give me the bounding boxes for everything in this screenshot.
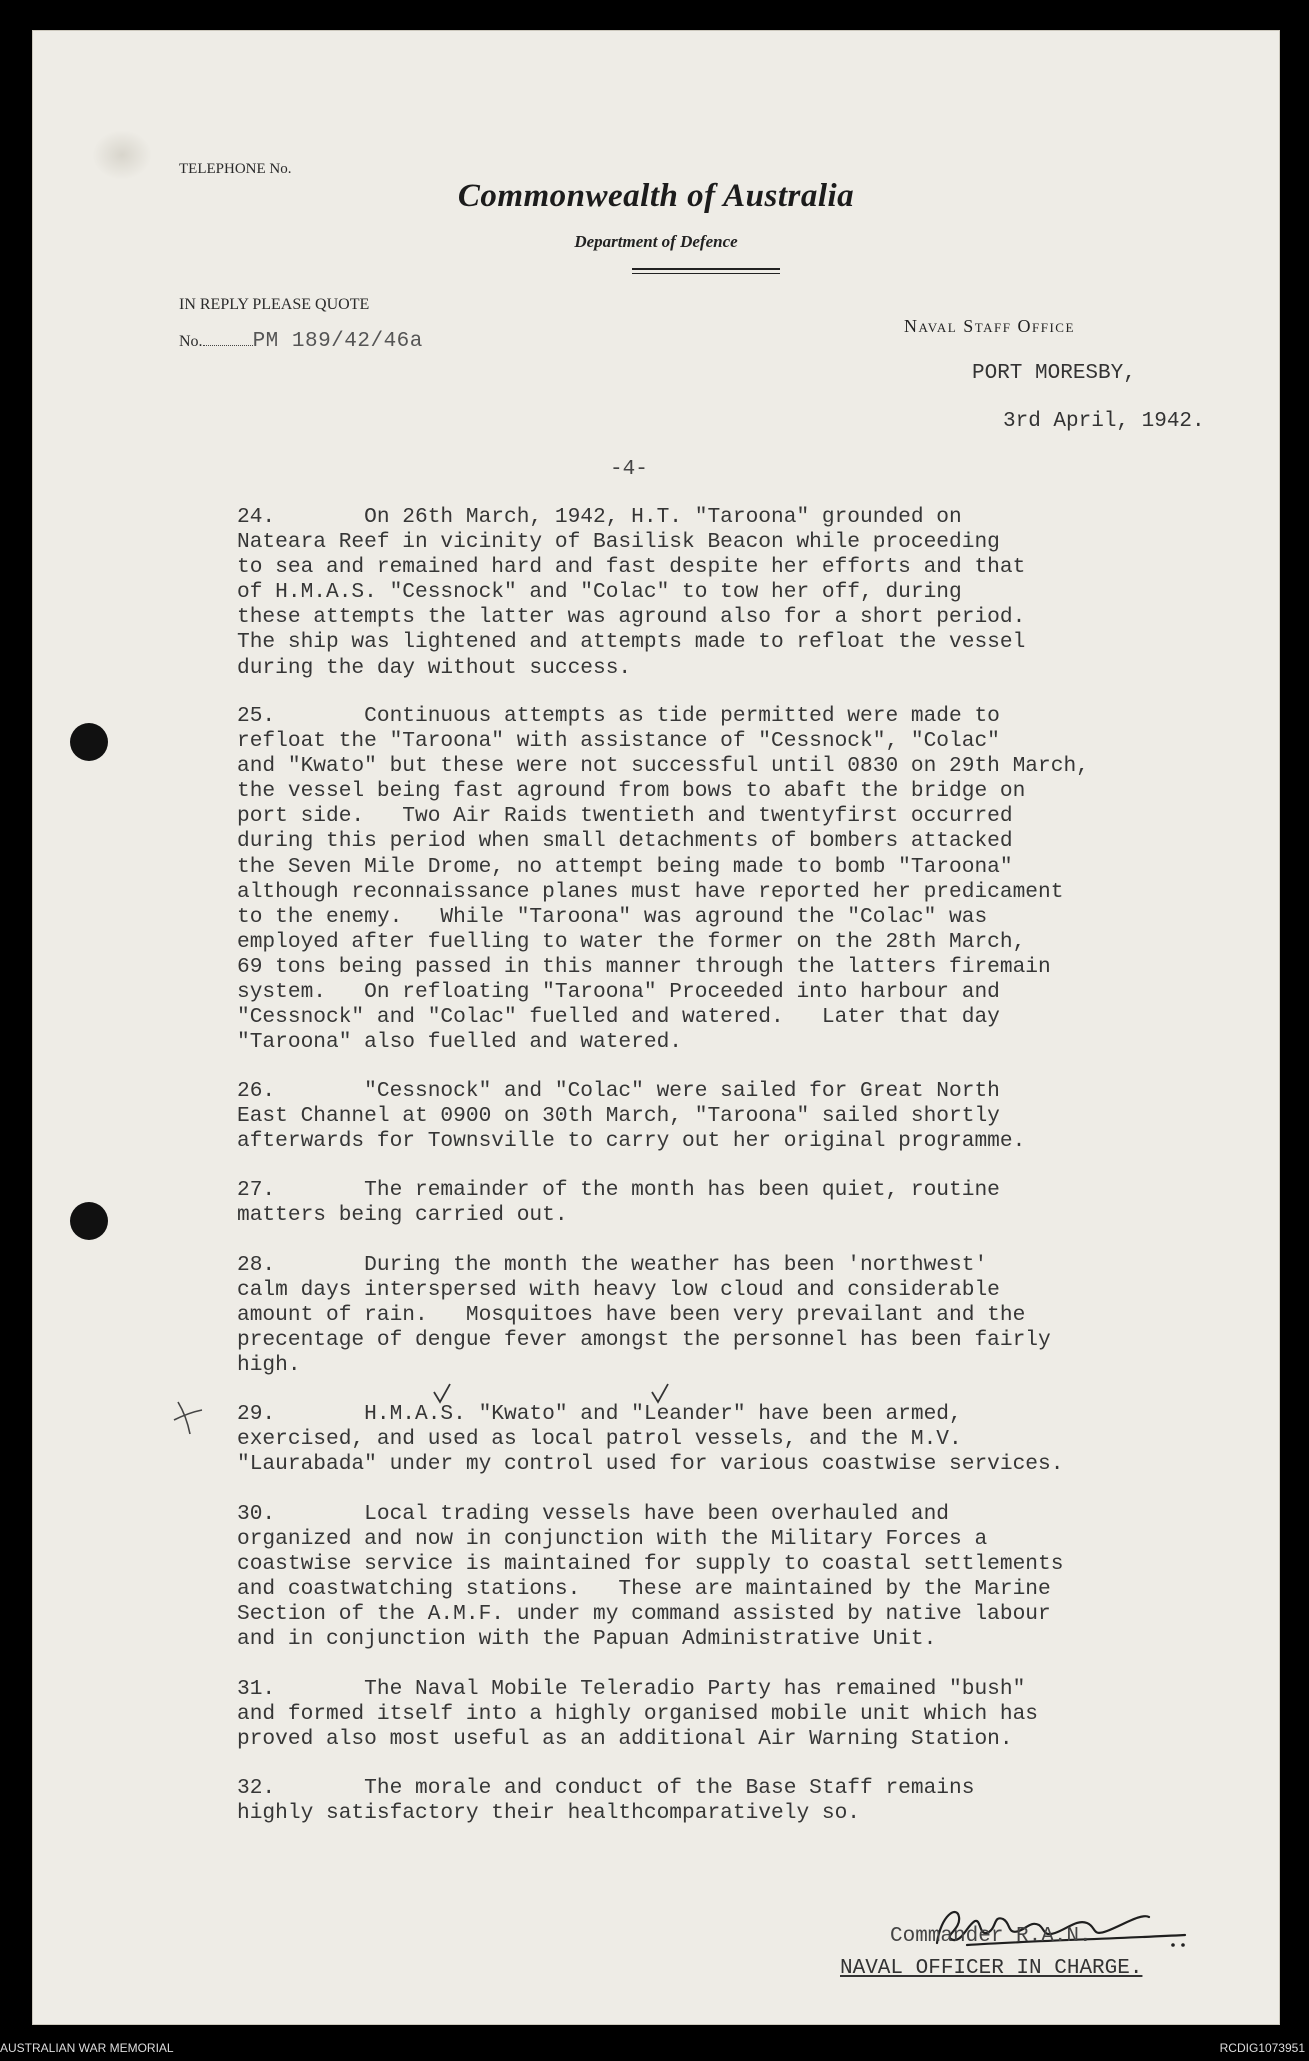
paragraph-30: 30. Local trading vessels have been overhauled and organized and now in conjunction with the Military Forces a coastwise service is maintained for supply to coastal settlements and coastwatching stations. These are maintained by the Marine Section of the A.M.F. under my command assisted by native labour and in conjunction with the Papuan Administrative Unit. [237, 1502, 1064, 1652]
signatory-rank: Commander R.A.N. [890, 1925, 1092, 1948]
title-rule [632, 268, 780, 270]
title-rule-thin [632, 273, 780, 274]
stain-mark [92, 130, 152, 180]
dotted-line [203, 345, 253, 346]
reference-value: PM 189/42/46a [252, 330, 423, 353]
footer-id: RCDIG1073951 [1219, 2041, 1305, 2055]
punch-hole-upper [70, 723, 108, 761]
no-label: No. [179, 333, 203, 350]
checkmark-icon [650, 1382, 670, 1404]
paragraph-31: 31. The Naval Mobile Teleradio Party has remained "bush" and formed itself into a highly organised mobile unit which has proved also most useful as an additional Air Warning Station. [237, 1677, 1039, 1752]
letter-date: 3rd April, 1942. [1003, 410, 1205, 433]
reply-label: IN REPLY PLEASE QUOTE [179, 296, 370, 313]
punch-hole-lower [70, 1202, 108, 1240]
document-sheet [32, 30, 1280, 2025]
checkmark-icon [432, 1382, 452, 1404]
reference-number [179, 330, 423, 353]
margin-cross-mark-icon [170, 1398, 206, 1438]
paragraph-32: 32. The morale and conduct of the Base Staff remains highly satisfactory their healthcomparatively so. [237, 1776, 975, 1826]
paragraph-27: 27. The remainder of the month has been quiet, routine matters being carried out. [237, 1178, 1000, 1228]
signatory-title: NAVAL OFFICER IN CHARGE. [840, 1957, 1143, 1980]
office-name: Naval Staff Office [904, 316, 1075, 336]
page-marker: -4- [610, 458, 648, 481]
telephone-label: TELEPHONE No. [179, 161, 292, 177]
letterhead-title: Commonwealth of Australia [457, 178, 855, 214]
paragraph-28: 28. During the month the weather has been 'northwest' calm days interspersed with heavy low cloud and considerable amount of rain. Mosquitoes have been very prevailant and the precentage of dengue fever amongst the personnel has been fairly high. [237, 1253, 1051, 1378]
footer-archive: AUSTRALIAN WAR MEMORIAL [0, 2041, 174, 2055]
paragraph-25: 25. Continuous attempts as tide permitted were made to refloat the "Taroona" with assistance of "Cessnock", "Colac" and "Kwato" but these were not successful until 0830 on 29th March, the vessel being fast aground from bows to abaft the bridge on port side. Two Air Raids twentieth and twentyfirst occurred during this period when small detachments of bombers attacked the Seven Mile Drome, no attempt being made to bomb "Taroona" although reconnaissance planes must have reported her predicament to the enemy. While "Taroona" was aground the "Colac" was employed after fuelling to water the former on the 28th March, 69 tons being passed in this manner through the latters firemain system. On refloating "Taroona" Proceeded into harbour and "Cessnock" and "Colac" fuelled and watered. Later that day "Taroona" also fuelled and watered. [237, 704, 1089, 1055]
paragraph-29: 29. H.M.A.S. "Kwato" and "Leander" have been armed, exercised, and used as local patrol vessels, and the M.V. "Laurabada" under my control used for various coastwise services. [237, 1402, 1064, 1477]
paragraph-24: 24. On 26th March, 1942, H.T. "Taroona" grounded on Nateara Reef in vicinity of Basilisk Beacon while proceeding to sea and remained hard and fast despite her efforts and that of H.M.A.S. "Cessnock" and "Colac" to tow her off, during these attempts the latter was aground also for a short period. The ship was lightened and attempts made to refloat the vessel during the day without success. [237, 505, 1026, 680]
office-place: PORT MORESBY, [972, 362, 1136, 385]
department-name: Department of Defence [574, 232, 738, 251]
paragraph-26: 26. "Cessnock" and "Colac" were sailed for Great North East Channel at 0900 on 30th March, "Taroona" sailed shortly afterwards for Townsville to carry out her original programme. [237, 1079, 1026, 1154]
